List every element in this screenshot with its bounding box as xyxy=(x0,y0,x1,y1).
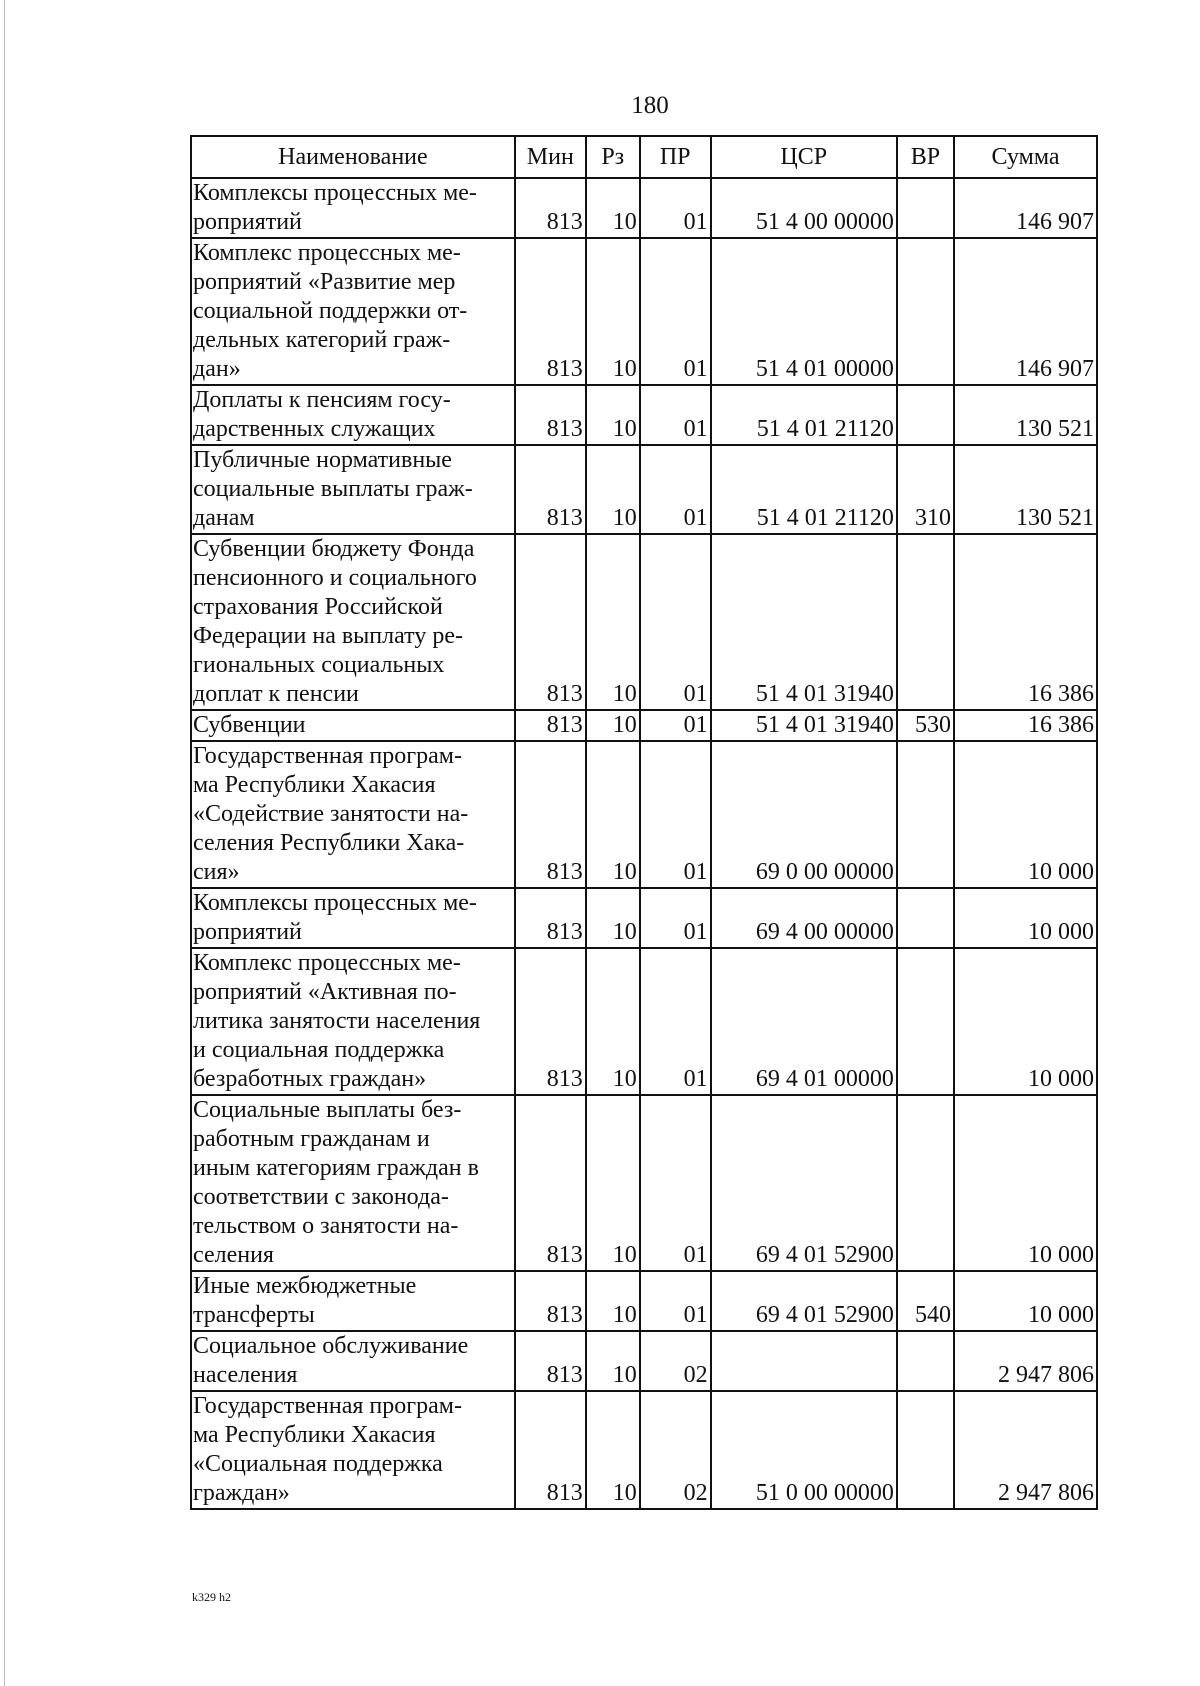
cell-rz: 10 xyxy=(586,1331,640,1391)
cell-rz: 10 xyxy=(586,948,640,1095)
cell-name: Публичные нормативные социальные выплаты граж- данам xyxy=(191,445,515,534)
column-header-sum: Сумма xyxy=(954,136,1097,178)
cell-sum: 10 000 xyxy=(954,888,1097,948)
cell-min: 813 xyxy=(515,741,586,888)
cell-pr: 01 xyxy=(640,710,711,741)
cell-name: Субвенции бюджету Фонда пенсионного и социального страхования Российской Федерации на выплату ре- гиональных социальных доплат к пенсии xyxy=(191,534,515,710)
table-row xyxy=(191,534,1097,710)
cell-min: 813 xyxy=(515,178,586,238)
cell-rz: 10 xyxy=(586,741,640,888)
cell-csr: 51 4 00 00000 xyxy=(711,178,897,238)
cell-csr: 69 4 00 00000 xyxy=(711,888,897,948)
cell-name: Социальные выплаты без- работным гражданам и иным категориям граждан в соответствии с законода- тельством о занятости на- селения xyxy=(191,1095,515,1271)
cell-rz: 10 xyxy=(586,385,640,445)
table-row xyxy=(191,948,1097,1095)
cell-vr xyxy=(897,1095,954,1271)
cell-sum: 2 947 806 xyxy=(954,1391,1097,1509)
cell-rz: 10 xyxy=(586,178,640,238)
cell-csr: 69 0 00 00000 xyxy=(711,741,897,888)
cell-sum: 2 947 806 xyxy=(954,1331,1097,1391)
cell-min: 813 xyxy=(515,1391,586,1509)
cell-vr xyxy=(897,1331,954,1391)
table-row xyxy=(191,238,1097,385)
table-row xyxy=(191,888,1097,948)
cell-vr: 540 xyxy=(897,1271,954,1331)
cell-name: Государственная програм- ма Республики Хакасия «Содействие занятости на- селения Республики Хака- сия» xyxy=(191,741,515,888)
cell-pr: 01 xyxy=(640,741,711,888)
cell-rz: 10 xyxy=(586,1271,640,1331)
cell-pr: 01 xyxy=(640,888,711,948)
cell-rz: 10 xyxy=(586,1391,640,1509)
cell-name: Комплекс процессных ме- роприятий «Активная по- литика занятости населения и социальная поддержка безработных граждан» xyxy=(191,948,515,1095)
cell-csr: 51 0 00 00000 xyxy=(711,1391,897,1509)
cell-rz: 10 xyxy=(586,888,640,948)
cell-pr: 01 xyxy=(640,1271,711,1331)
cell-pr: 01 xyxy=(640,445,711,534)
cell-min: 813 xyxy=(515,888,586,948)
cell-name: Комплексы процессных ме- роприятий xyxy=(191,178,515,238)
column-header-pr: ПР xyxy=(640,136,711,178)
cell-name: Государственная програм- ма Республики Хакасия «Социальная поддержка граждан» xyxy=(191,1391,515,1509)
cell-sum: 16 386 xyxy=(954,534,1097,710)
cell-sum: 16 386 xyxy=(954,710,1097,741)
cell-pr: 01 xyxy=(640,534,711,710)
cell-vr xyxy=(897,1391,954,1509)
cell-min: 813 xyxy=(515,238,586,385)
table-row xyxy=(191,1331,1097,1391)
cell-name: Доплаты к пенсиям госу- дарственных служащих xyxy=(191,385,515,445)
cell-pr: 02 xyxy=(640,1391,711,1509)
cell-vr xyxy=(897,178,954,238)
column-header-min: Мин xyxy=(515,136,586,178)
cell-sum: 10 000 xyxy=(954,1271,1097,1331)
page-number: 180 xyxy=(631,92,669,119)
cell-vr xyxy=(897,385,954,445)
cell-rz: 10 xyxy=(586,238,640,385)
cell-name: Иные межбюджетные трансферты xyxy=(191,1271,515,1331)
cell-vr xyxy=(897,948,954,1095)
cell-sum: 146 907 xyxy=(954,178,1097,238)
cell-sum: 10 000 xyxy=(954,741,1097,888)
cell-pr: 02 xyxy=(640,1331,711,1391)
budget-table xyxy=(190,135,1098,1510)
cell-pr: 01 xyxy=(640,1095,711,1271)
cell-vr xyxy=(897,741,954,888)
table-row xyxy=(191,445,1097,534)
column-header-csr: ЦСР xyxy=(711,136,897,178)
cell-rz: 10 xyxy=(586,534,640,710)
cell-csr: 69 4 01 00000 xyxy=(711,948,897,1095)
table-row xyxy=(191,741,1097,888)
table-header-row xyxy=(191,136,1097,178)
cell-min: 813 xyxy=(515,534,586,710)
cell-sum: 146 907 xyxy=(954,238,1097,385)
table-row xyxy=(191,385,1097,445)
footer-code: k329 h2 xyxy=(192,1590,231,1604)
table-row xyxy=(191,178,1097,238)
cell-rz: 10 xyxy=(586,710,640,741)
cell-sum: 10 000 xyxy=(954,948,1097,1095)
cell-csr: 69 4 01 52900 xyxy=(711,1271,897,1331)
table-body xyxy=(191,178,1097,1509)
cell-min: 813 xyxy=(515,710,586,741)
cell-csr: 69 4 01 52900 xyxy=(711,1095,897,1271)
cell-pr: 01 xyxy=(640,238,711,385)
cell-csr: 51 4 01 31940 xyxy=(711,534,897,710)
cell-vr: 310 xyxy=(897,445,954,534)
table-row xyxy=(191,1095,1097,1271)
cell-csr: 51 4 01 21120 xyxy=(711,445,897,534)
table-row xyxy=(191,1391,1097,1509)
cell-min: 813 xyxy=(515,1095,586,1271)
cell-csr: 51 4 01 31940 xyxy=(711,710,897,741)
cell-name: Комплексы процессных ме- роприятий xyxy=(191,888,515,948)
cell-rz: 10 xyxy=(586,1095,640,1271)
cell-name: Социальное обслуживание населения xyxy=(191,1331,515,1391)
cell-pr: 01 xyxy=(640,948,711,1095)
cell-name: Субвенции xyxy=(191,710,515,741)
cell-csr: 51 4 01 21120 xyxy=(711,385,897,445)
cell-vr xyxy=(897,888,954,948)
cell-sum: 10 000 xyxy=(954,1095,1097,1271)
cell-sum: 130 521 xyxy=(954,445,1097,534)
cell-sum: 130 521 xyxy=(954,385,1097,445)
cell-rz: 10 xyxy=(586,445,640,534)
cell-min: 813 xyxy=(515,1331,586,1391)
cell-vr: 530 xyxy=(897,710,954,741)
cell-pr: 01 xyxy=(640,385,711,445)
cell-pr: 01 xyxy=(640,178,711,238)
column-header-vr: ВР xyxy=(897,136,954,178)
cell-csr: 51 4 01 00000 xyxy=(711,238,897,385)
cell-vr xyxy=(897,238,954,385)
cell-csr xyxy=(711,1331,897,1391)
column-header-name: Наименование xyxy=(191,136,515,178)
cell-min: 813 xyxy=(515,445,586,534)
table-row xyxy=(191,710,1097,741)
cell-min: 813 xyxy=(515,1271,586,1331)
cell-vr xyxy=(897,534,954,710)
cell-min: 813 xyxy=(515,948,586,1095)
cell-min: 813 xyxy=(515,385,586,445)
scan-margin-line xyxy=(4,0,5,1686)
cell-name: Комплекс процессных ме- роприятий «Развитие мер социальной поддержки от- дельных категорий граж- дан» xyxy=(191,238,515,385)
table-row xyxy=(191,1271,1097,1331)
column-header-rz: Рз xyxy=(586,136,640,178)
